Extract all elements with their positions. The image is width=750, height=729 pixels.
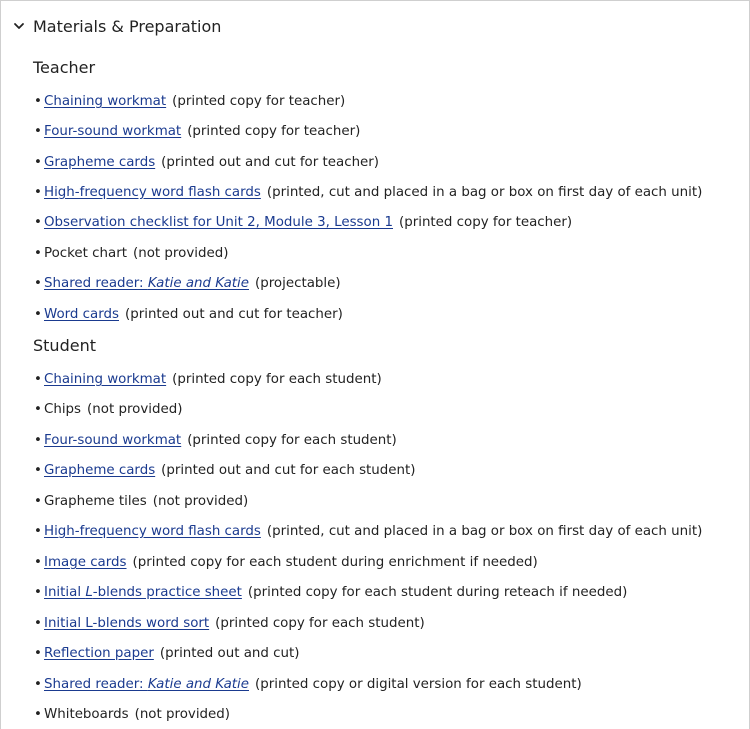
link-word-cards-teacher[interactable]: Word cards	[44, 307, 119, 322]
link-chaining-workmat-teacher[interactable]: Chaining workmat	[44, 94, 167, 109]
link-shared-reader-teacher[interactable]: Shared reader: Katie and Katie	[44, 276, 249, 291]
item-text-grapheme-tiles: Grapheme tiles	[44, 494, 147, 509]
list-item: • Observation checklist for Unit 2, Module 3, Lesson 1 (printed copy for teacher)	[34, 215, 573, 230]
list-item: • Shared reader: Katie and Katie (projectable)	[34, 276, 341, 291]
link-chaining-workmat-student[interactable]: Chaining workmat	[44, 372, 167, 387]
list-item: • Initial L-blends word sort (printed copy for each student)	[34, 616, 425, 631]
link-observation-checklist[interactable]: Observation checklist for Unit 2, Module 3, Lesson 1	[44, 215, 393, 230]
link-grapheme-cards-student[interactable]: Grapheme cards	[44, 463, 156, 478]
list-item: • Chips (not provided)	[34, 402, 183, 417]
list-item: • Grapheme cards (printed out and cut for each student)	[34, 463, 416, 478]
item-text-pocket-chart: Pocket chart	[44, 246, 127, 261]
link-l-blends-word-sort[interactable]: Initial L-blends word sort	[44, 616, 210, 631]
section-title: Materials & Preparation	[33, 16, 222, 36]
link-reflection-paper[interactable]: Reflection paper	[44, 646, 154, 661]
link-shared-reader-student[interactable]: Shared reader: Katie and Katie	[44, 677, 249, 692]
materials-section-toggle[interactable]	[1, 13, 221, 39]
item-text-whiteboards: Whiteboards	[44, 707, 129, 722]
list-item: • Four-sound workmat (printed copy for each student)	[34, 433, 397, 448]
link-hf-word-flash-cards-student[interactable]: High-frequency word flash cards	[44, 524, 261, 539]
list-item: • Initial L-blends practice sheet (printed copy for each student during reteach if needed)	[34, 585, 628, 600]
list-item: • Shared reader: Katie and Katie (printed copy or digital version for each student)	[34, 677, 582, 692]
chevron-down-icon	[12, 19, 26, 33]
list-item: • Chaining workmat (printed copy for each student)	[34, 372, 382, 387]
list-item: • High-frequency word flash cards (printed, cut and placed in a bag or box on first day of each unit)	[34, 524, 703, 539]
link-four-sound-workmat-teacher[interactable]: Four-sound workmat	[44, 124, 182, 139]
link-grapheme-cards-teacher[interactable]: Grapheme cards	[44, 155, 156, 170]
list-item: • Grapheme cards (printed out and cut for teacher)	[34, 155, 380, 170]
list-item: • Whiteboards (not provided)	[34, 707, 231, 722]
item-text-chips: Chips	[44, 402, 82, 417]
group-heading-student: Student	[33, 336, 96, 355]
list-item: • Pocket chart (not provided)	[34, 246, 229, 261]
link-image-cards[interactable]: Image cards	[44, 555, 127, 570]
list-item: • Word cards (printed out and cut for teacher)	[34, 307, 343, 322]
group-heading-teacher: Teacher	[33, 58, 96, 77]
link-hf-word-flash-cards-teacher[interactable]: High-frequency word flash cards	[44, 185, 261, 200]
list-item: • Grapheme tiles (not provided)	[34, 494, 249, 509]
list-item: • High-frequency word flash cards (printed, cut and placed in a bag or box on first day of each unit)	[34, 185, 703, 200]
list-item: • Image cards (printed copy for each student during enrichment if needed)	[34, 555, 538, 570]
link-four-sound-workmat-student[interactable]: Four-sound workmat	[44, 433, 182, 448]
link-l-blends-practice-sheet[interactable]: Initial L-blends practice sheet	[44, 585, 242, 600]
list-item: • Reflection paper (printed out and cut)	[34, 646, 300, 661]
list-item: • Four-sound workmat (printed copy for teacher)	[34, 124, 361, 139]
list-item: • Chaining workmat (printed copy for teacher)	[34, 94, 346, 109]
